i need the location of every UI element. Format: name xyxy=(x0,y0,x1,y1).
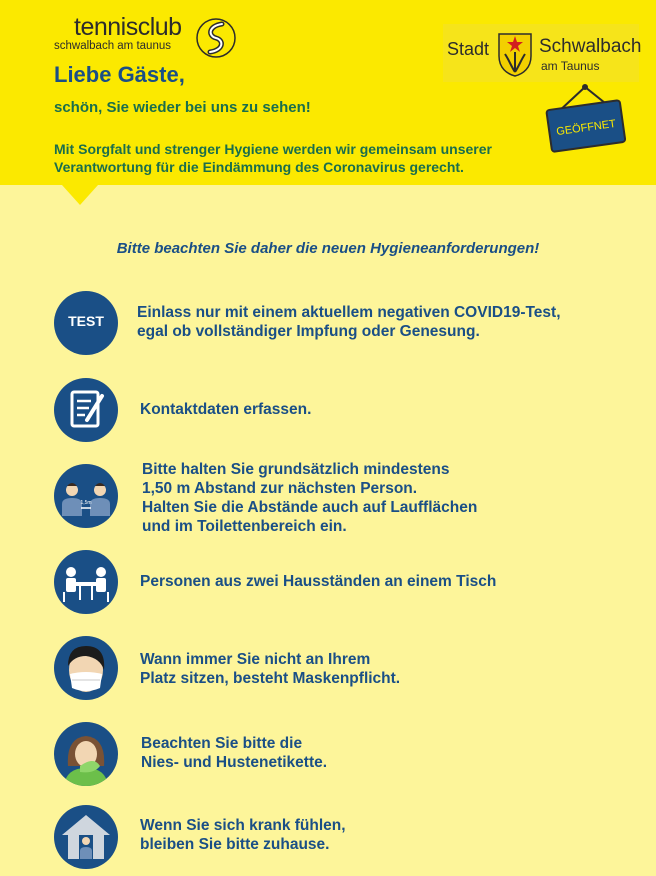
test-icon xyxy=(54,291,118,355)
rule-line: 1,50 m Abstand zur nächsten Person. xyxy=(142,480,418,497)
notice-heading: Bitte beachten Sie daher die neuen Hygieneanforderungen! xyxy=(116,240,540,257)
table-icon xyxy=(54,550,118,614)
tennisclub-logo-name: tennisclub xyxy=(74,13,182,41)
mask-icon xyxy=(54,636,118,700)
rule-mask xyxy=(140,650,400,688)
rule-line: Beachten Sie bitte die xyxy=(141,735,303,752)
tennisclub-logo-sub: schwalbach am taunus xyxy=(54,40,171,52)
city-name: Schwalbach xyxy=(539,36,642,57)
rule-line: Kontaktdaten erfassen. xyxy=(140,401,312,418)
rule-line: Wenn Sie sich krank fühlen, xyxy=(140,817,346,834)
greeting: Liebe Gäste, xyxy=(54,62,185,87)
rule-sneeze xyxy=(141,734,327,772)
rule-test xyxy=(137,303,561,341)
tennis-ball-icon xyxy=(196,18,236,58)
welcome-text: schön, Sie wieder bei uns zu sehen! xyxy=(54,99,311,116)
header-notch xyxy=(62,185,98,205)
home-icon xyxy=(54,805,118,869)
rule-table xyxy=(140,572,496,591)
contact-form-icon xyxy=(54,378,118,442)
rule-line: Bitte halten Sie grundsätzlich mindestens xyxy=(142,461,450,478)
crest-icon xyxy=(495,30,535,78)
rule-line: Nies- und Hustenetikette. xyxy=(141,754,328,771)
sign-text: GEÖFFNET xyxy=(555,117,617,139)
rule-line: egal ob vollständiger Impfung oder Genesung. xyxy=(137,323,480,340)
rule-line: bleiben Sie bitte zuhause. xyxy=(140,836,330,853)
test-icon-label: TEST xyxy=(68,313,104,329)
rule-line: und im Toilettenbereich ein. xyxy=(142,518,347,535)
distance-icon xyxy=(54,464,118,528)
distance-icon-label: 1,5m xyxy=(80,500,92,506)
rule-line: Halten Sie die Abstände auch auf Laufflächen xyxy=(142,499,478,516)
city-sub: am Taunus xyxy=(541,59,600,73)
city-logo xyxy=(443,24,642,82)
sneeze-icon xyxy=(54,722,118,786)
header-banner xyxy=(0,0,656,185)
rule-home xyxy=(140,816,346,854)
care-text: Mit Sorgfalt und strenger Hygiene werden wir gemeinsam unserer Verantwortung für die Eindämmung des Coronavirus gerecht. xyxy=(54,141,492,175)
rule-distance xyxy=(142,460,477,536)
rule-line: Platz sitzen, besteht Maskenpflicht. xyxy=(140,670,401,687)
rule-line: Wann immer Sie nicht an Ihrem xyxy=(140,651,371,668)
rule-contact xyxy=(140,400,311,419)
rule-line: Personen aus zwei Hausständen an einem Tisch xyxy=(140,573,497,590)
rule-line: Einlass nur mit einem aktuellem negativen COVID19-Test, xyxy=(137,304,561,321)
city-stadt: Stadt xyxy=(447,39,490,59)
